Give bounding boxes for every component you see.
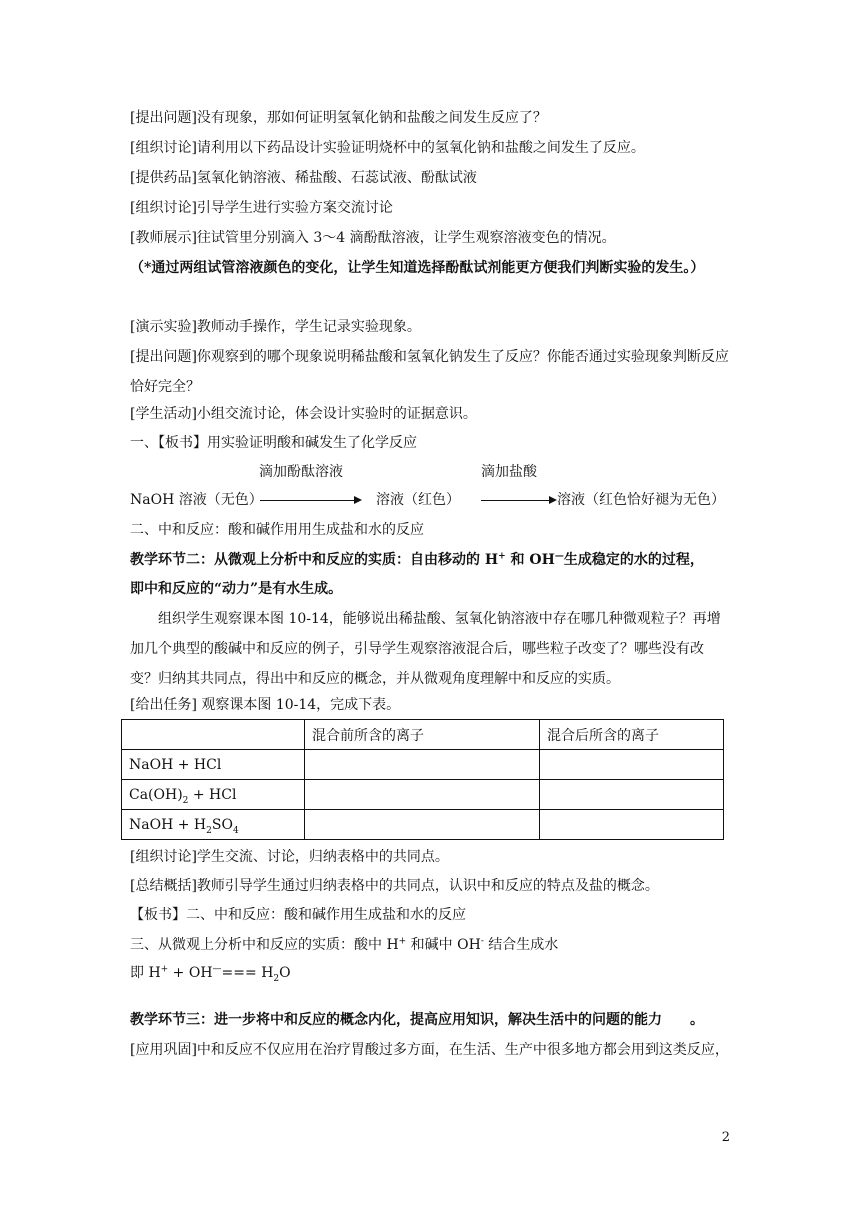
text-line: [组织讨论]请利用以下药品设计实验证明烧杯中的氢氧化钠和盐酸之间发生了反应。 (130, 140, 645, 156)
text-paragraph: [提出问题]你观察到的哪个现象说明稀盐酸和氢氧化钠发生了反应？你能否通过实验现象判断反应恰好完全？ (130, 349, 729, 395)
text-line: 二、中和反应：酸和碱作用用生成盐和水的反应 (130, 522, 424, 538)
table-row (122, 810, 724, 840)
bold-note: （*通过两组试管溶液颜色的变化，让学生知道选择酚酞试剂能更方便我们判断实验的发生。） (130, 260, 705, 276)
table-row (122, 780, 724, 810)
section-heading: 教学环节三：进一步将中和反应的概念内化，提高应用知识，解决生活中的问题的能力 。 (130, 1012, 704, 1028)
text-line: [组织讨论]引导学生进行实验方案交流讨论 (130, 200, 393, 216)
right-arrow-icon (481, 500, 555, 501)
arrow1-label: 滴加酚酞溶液 (259, 464, 343, 480)
empty-cell[interactable] (305, 750, 540, 780)
text-line: [提供药品]氢氧化钠溶液、稀盐酸、石蕊试液、酚酞试液 (130, 170, 477, 186)
reaction-cell: $Ca(OH)_2$ + HCl (122, 780, 305, 810)
arrow2-label: 滴加盐酸 (481, 464, 537, 480)
empty-cell[interactable] (540, 750, 724, 780)
table-header-row (122, 720, 724, 750)
right-arrow-icon (260, 500, 360, 501)
table-header-cell: 混合后所含的离子 (540, 720, 724, 750)
text-line: [组织讨论]学生交流、讨论，归纳表格中的共同点。 (130, 849, 449, 865)
section-heading: 教学环节二：从微观上分析中和反应的实质：自由移动的 H+ 和 OH—生成稳定的水的过程， (130, 551, 704, 568)
text-line: 三、从微观上分析中和反应的实质：酸中 H+ 和碱中 OH- 结合生成水 (130, 936, 559, 953)
text-paragraph: 组织学生观察课本图 10-14，能够说出稀盐酸、氢氧化钠溶液中存在哪几种微观粒子？再增加几个典型的酸碱中和反应的例子，引导学生观察溶液混合后，哪些粒子改变了？哪些没有改变？归纳其共同点，得出中和反应的概念，并从微观角度理解中和反应的实质。 (130, 611, 721, 687)
middle-solution: 溶液（红色） (376, 492, 460, 508)
board-heading: 一、【板书】用实验证明酸和碱发生了化学反应 (130, 435, 417, 451)
section-heading-cont: 即中和反应的“动力”是有水生成。 (130, 581, 343, 597)
start-solution: NaOH 溶液（无色） (130, 492, 263, 508)
empty-cell[interactable] (540, 780, 724, 810)
reaction-cell: NaOH + $H_2SO_4$ (122, 810, 305, 840)
page-number: 2 (721, 1130, 730, 1145)
text-paragraph: [应用巩固]中和反应不仅应用在治疗胃酸过多方面，在生活、生产中很多地方都会用到这类反应， (130, 1042, 729, 1058)
empty-cell[interactable] (305, 810, 540, 840)
end-solution: 溶液（红色恰好褪为无色） (557, 492, 725, 508)
text-line: [学生活动]小组交流讨论，体会设计实验时的证据意识。 (130, 406, 477, 422)
table-header-cell: 混合前所含的离子 (305, 720, 540, 750)
board-text: 【板书】二、中和反应：酸和碱作用生成盐和水的反应 (130, 907, 466, 923)
text-line: [给出任务] 观察课本图 10-14，完成下表。 (130, 697, 401, 713)
reaction-cell: NaOH + HCl (122, 750, 305, 780)
empty-cell[interactable] (540, 810, 724, 840)
empty-cell[interactable] (305, 780, 540, 810)
ion-table (121, 719, 724, 840)
text-line: [演示实验]教师动手操作，学生记录实验现象。 (130, 319, 421, 335)
text-line: [提出问题]没有现象，那如何证明氢氧化钠和盐酸之间发生反应了？ (130, 110, 547, 126)
text-line: [总结概括]教师引导学生通过归纳表格中的共同点，认识中和反应的特点及盐的概念。 (130, 878, 659, 894)
table-row (122, 750, 724, 780)
text-line: [教师展示]往试管里分别滴入 3～4 滴酚酞溶液，让学生观察溶液变色的情况。 (130, 230, 616, 246)
equation-line: 即 $H^+ + OH^—=== H_2O$ (130, 964, 291, 984)
table-header-cell (122, 720, 305, 750)
